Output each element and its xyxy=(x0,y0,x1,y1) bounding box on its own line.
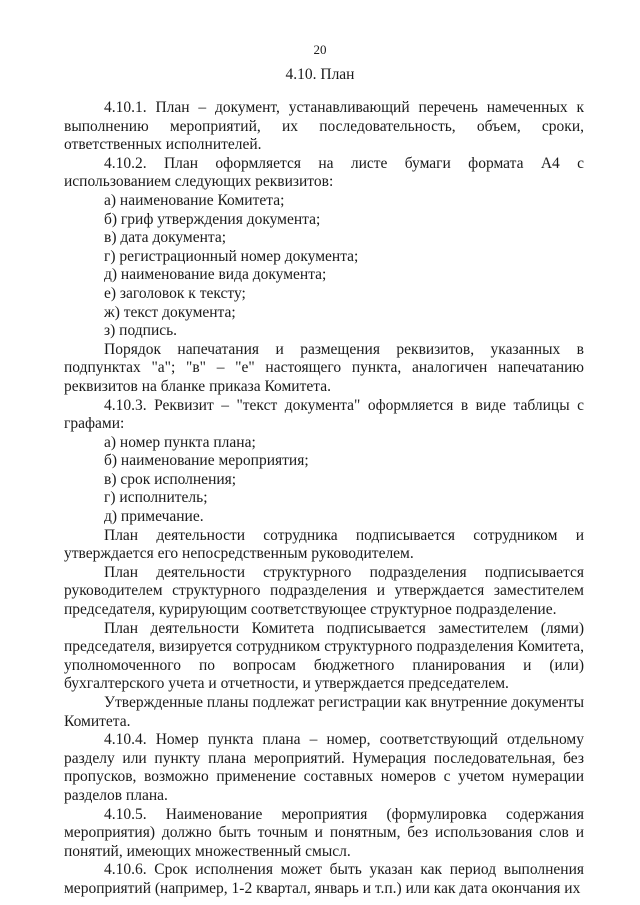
list-item: а) номер пункта плана; xyxy=(104,433,256,451)
list-item: а) наименование Комитета; xyxy=(104,191,285,209)
paragraph: 4.10.6. Срок исполнения может быть указан как период выполнения мероприятий (например, 1-2 квартал, январь и т.п.) или как дата окончания их xyxy=(64,861,584,897)
list-item: г) исполнитель; xyxy=(104,489,208,507)
list-item: е) заголовок к тексту; xyxy=(104,284,246,302)
paragraph: 4.10.4. Номер пункта плана – номер, соответствующий отдельному разделу или пункту плана мероприятий. Нумерация последовательная, без пропусков, возможно применение составных номеров с учетом нумерации разделов плана. xyxy=(64,731,584,804)
document-body xyxy=(64,99,584,899)
paragraph: План деятельности Комитета подписывается заместителем (лями) председателя, визируется сотрудником структурного подразделения Комитета, уполномоченного по вопросам бюджетного планирования и (или) бухгалтерского учета и отчетности, и утверждается председателем. xyxy=(64,619,584,693)
list-item: б) наименование мероприятия; xyxy=(104,452,309,470)
list-item: в) дата документа; xyxy=(104,229,227,247)
paragraph: 4.10.2. План оформляется на листе бумаги формата А4 с использованием следующих реквизитов: xyxy=(64,154,584,191)
paragraph: 4.10.5. Наименование мероприятия (формулировка содержания мероприятия) должно быть точным и понятным, без использования слов и понятий, имеющих множественный смысл. xyxy=(64,805,584,860)
paragraph: План деятельности сотрудника подписывается сотрудником и утверждается его непосредственным руководителем. xyxy=(64,526,584,563)
section-title: 4.10. План xyxy=(285,66,355,83)
page-number: 20 xyxy=(313,42,327,57)
list-item: д) наименование вида документа; xyxy=(104,266,327,284)
list-item: з) подпись. xyxy=(104,322,178,340)
paragraph: Порядок напечатания и размещения реквизитов, указанных в подпунктах "а"; "в" – "е" настоящего пункта, аналогичен напечатанию реквизитов на бланке приказа Комитета. xyxy=(64,340,584,395)
list-item: ж) текст документа; xyxy=(104,303,236,321)
list-item: б) гриф утверждения документа; xyxy=(104,210,321,228)
list-item: г) регистрационный номер документа; xyxy=(104,247,359,265)
list-item: д) примечание. xyxy=(104,508,204,526)
paragraph: План деятельности структурного подразделения подписывается руководителем структурного подразделения и утверждается заместителем председателя, курирующим соответствующее структурное подразделение. xyxy=(64,563,584,619)
paragraph: 4.10.1. План – документ, устанавливающий перечень намеченных к выполнению мероприятий, их последовательность, объем, сроки, ответственных исполнителей. xyxy=(64,99,584,154)
list-item: в) срок исполнения; xyxy=(104,470,237,488)
paragraph: 4.10.3. Реквизит – "текст документа" оформляется в виде таблицы с графами: xyxy=(64,396,584,433)
paragraph: Утвержденные планы подлежат регистрации как внутренние документы Комитета. xyxy=(64,694,584,730)
